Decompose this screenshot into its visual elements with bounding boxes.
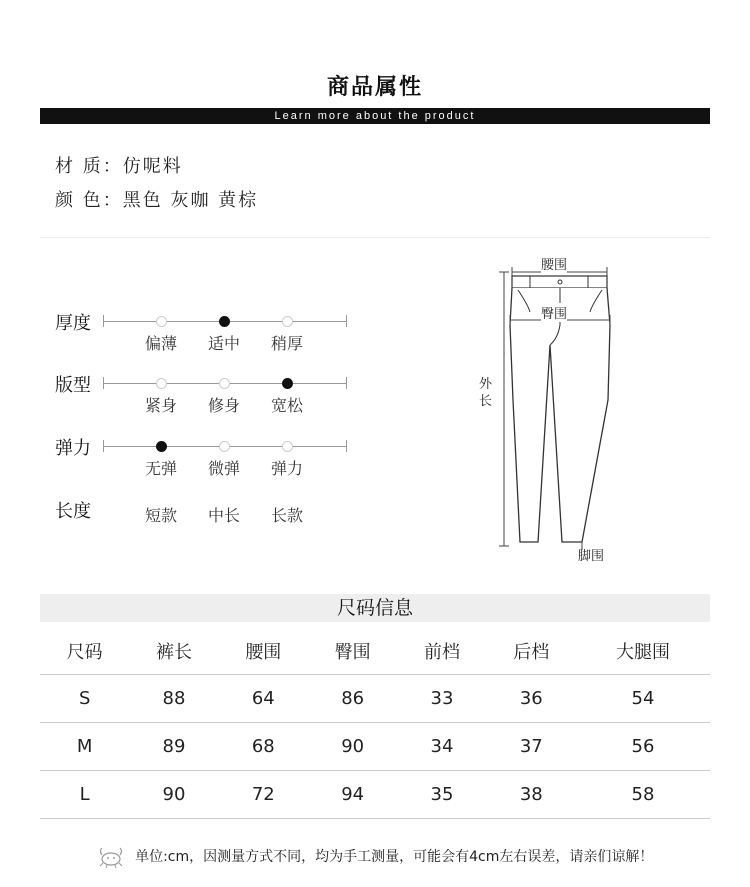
- table-cell: S: [40, 675, 129, 723]
- scale-dot: [156, 441, 167, 452]
- color-text: 颜 色：黑色 灰咖 黄棕: [55, 190, 259, 211]
- table-cell: 56: [576, 723, 710, 771]
- table-header-cell: 腰围: [219, 627, 308, 675]
- table-cell: 64: [219, 675, 308, 723]
- table-cell: 38: [487, 771, 576, 819]
- scale-label: 弹力: [55, 438, 91, 459]
- hip-label: 臀围: [541, 303, 567, 322]
- scale-tick: [346, 377, 347, 389]
- scale-label: 长度: [55, 501, 91, 522]
- table-header-cell: 后档: [487, 627, 576, 675]
- scale-option: 短款: [144, 506, 177, 525]
- scale-option: 长款: [270, 506, 303, 525]
- scale-option: 弹力: [270, 459, 303, 478]
- table-cell: 86: [308, 675, 397, 723]
- hem-label: 脚围: [578, 549, 605, 564]
- footer-note: [0, 845, 750, 869]
- table-cell: 58: [576, 771, 710, 819]
- scale-option: 偏薄: [144, 334, 177, 353]
- scale-option: 稍厚: [270, 334, 303, 353]
- table-header-cell: 裤长: [129, 627, 218, 675]
- outer-length-label-1: 外: [479, 377, 493, 392]
- scale-dot: [219, 441, 230, 452]
- scale-dot: [156, 316, 167, 327]
- scale-tick: [103, 440, 104, 452]
- scale-dot: [282, 316, 293, 327]
- table-header-row: [40, 627, 710, 675]
- table-header-cell: 前档: [397, 627, 486, 675]
- scale-dot: [219, 378, 230, 389]
- table-cell: 90: [129, 771, 218, 819]
- scale-option: 中长: [207, 506, 240, 525]
- scale-dot: [219, 316, 230, 327]
- table-row: [40, 723, 710, 771]
- material-text: 材 质：仿呢料: [55, 156, 183, 177]
- table-cell: 34: [397, 723, 486, 771]
- table-cell: 89: [129, 723, 218, 771]
- scale-option: 无弹: [144, 459, 177, 478]
- scale-label: 厚度: [55, 313, 91, 334]
- waist-label: 腰围: [541, 254, 567, 273]
- scale-dot: [282, 378, 293, 389]
- scale-option: 紧身: [144, 396, 177, 415]
- divider: [40, 237, 710, 238]
- footer-text: 单位:cm，因测量方式不同，均为手工测量，可能会有4cm左右误差，请亲们谅解！: [135, 849, 654, 865]
- table-cell: 54: [576, 675, 710, 723]
- scale-option: 宽松: [270, 396, 303, 415]
- scale-dot: [156, 378, 167, 389]
- size-info-title: 尺码信息: [40, 594, 710, 622]
- table-row: [40, 771, 710, 819]
- table-cell: 36: [487, 675, 576, 723]
- scale-tick: [103, 315, 104, 327]
- table-header-cell: 大腿围: [576, 627, 710, 675]
- table-cell: 68: [219, 723, 308, 771]
- size-table: [40, 627, 710, 819]
- table-cell: 72: [219, 771, 308, 819]
- crab-icon: [97, 845, 125, 869]
- table-header-cell: 臀围: [308, 627, 397, 675]
- table-cell: 94: [308, 771, 397, 819]
- scale-tick: [346, 440, 347, 452]
- page-title: 商品属性: [326, 75, 423, 100]
- table-cell: 35: [397, 771, 486, 819]
- table-cell: 90: [308, 723, 397, 771]
- scale-label: 版型: [55, 375, 91, 396]
- table-cell: 88: [129, 675, 218, 723]
- table-cell: M: [40, 723, 129, 771]
- scale-tick: [346, 315, 347, 327]
- subtitle-bar: Learn more about the product: [40, 108, 710, 124]
- table-cell: 33: [397, 675, 486, 723]
- pants-diagram-icon: [470, 250, 640, 570]
- outer-length-label-2: 长: [479, 394, 493, 409]
- scale-option: 微弹: [207, 459, 240, 478]
- table-cell: 37: [487, 723, 576, 771]
- scale-tick: [103, 377, 104, 389]
- table-header-cell: 尺码: [40, 627, 129, 675]
- scale-option: 修身: [207, 396, 240, 415]
- table-cell: L: [40, 771, 129, 819]
- scale-dot: [282, 441, 293, 452]
- table-row: [40, 675, 710, 723]
- scale-option: 适中: [207, 334, 240, 353]
